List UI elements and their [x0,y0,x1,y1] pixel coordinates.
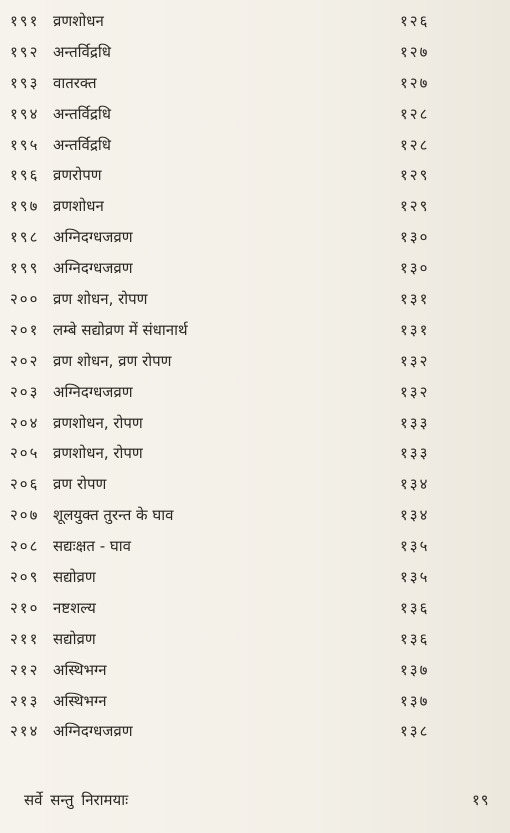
entry-page: १३६ [400,598,430,617]
entry-page: १३४ [400,506,430,525]
toc-entry [0,408,510,439]
entry-title: शूलयुक्त तुरन्त के घाव [53,506,174,525]
entry-page: १२९ [400,166,430,185]
toc-entry [0,438,510,469]
entry-page: १३२ [400,351,430,370]
entry-number: १९३ [10,73,40,92]
entry-page: १३२ [400,382,430,401]
entry-number: २१० [10,598,40,617]
toc-entry [0,377,510,408]
toc-entry [0,531,510,562]
toc-entry [0,99,510,130]
entry-title: वातरक्त [53,73,97,92]
entry-number: १९७ [10,197,40,216]
toc-entry [0,6,510,37]
toc-entry [0,284,510,315]
toc-entry [0,222,510,253]
entry-page: १३१ [400,320,430,339]
entry-title: व्रणशोधन, रोपण [53,413,143,432]
entry-page: १२९ [400,197,430,216]
entry-page: १२८ [400,104,430,123]
entry-number: १९६ [10,166,40,185]
entry-title: अग्निदग्धजव्रण [53,228,133,247]
toc-entry [0,37,510,68]
toc-entry [0,68,510,99]
entry-title: नष्टशल्य [53,598,96,617]
entry-number: २०४ [10,413,40,432]
entry-title: व्रणरोपण [53,166,102,185]
entry-number: १९५ [10,135,40,154]
toc-entry [0,593,510,624]
entry-title: व्रणशोधन [53,12,104,30]
entry-page: १३३ [400,413,430,432]
entry-page: १३७ [400,691,430,710]
entry-page: १३० [400,259,430,278]
entry-number: २०५ [10,444,40,463]
entry-number: १९२ [10,42,40,61]
entry-page: १३५ [400,568,430,587]
entry-title: अस्थिभग्न [53,691,107,710]
entry-number: २०० [10,290,40,309]
entry-number: १९८ [10,228,40,247]
entry-page: १२७ [400,42,430,61]
entry-number: २०१ [10,320,40,339]
page-number: १९ [472,791,490,809]
entry-number: १९९ [10,259,40,278]
toc-entry [0,130,510,161]
entry-title: अन्तर्विद्रधि [53,104,111,123]
entry-title: सद्योव्रण [53,568,96,587]
entry-title: अन्तर्विद्रधि [53,135,111,154]
entry-page: १२८ [400,135,430,154]
entry-number: २१२ [10,660,40,679]
entry-page: १३७ [400,660,430,679]
entry-title: अग्निदग्धजव्रण [53,259,133,278]
entry-title: अस्थिभग्न [53,660,107,679]
entry-number: २१४ [10,722,40,741]
entry-title: व्रण शोधन, रोपण [53,290,148,309]
entry-title: अग्निदग्धजव्रण [53,382,133,401]
entry-page: १३५ [400,537,430,556]
entry-page: १३८ [400,722,430,741]
entry-title: अग्निदग्धजव्रण [53,722,133,741]
entry-page: १३१ [400,290,430,309]
entry-title: लम्बे सद्योव्रण में संधानार्थ [53,320,188,339]
entry-title: व्रण शोधन, व्रण रोपण [53,351,172,370]
toc-entry [0,191,510,222]
entry-title: सद्योव्रण [53,629,96,648]
footer-text: सर्वे सन्तु निरामयाः [24,791,129,809]
table-of-contents [0,6,510,747]
toc-entry [0,315,510,346]
entry-page: १३३ [400,444,430,463]
toc-entry [0,253,510,284]
entry-number: २०२ [10,351,40,370]
toc-entry [0,469,510,500]
entry-number: १९१ [10,12,40,30]
entry-title: व्रणशोधन [53,197,104,216]
entry-title: व्रण रोपण [53,475,107,494]
entry-number: २१३ [10,691,40,710]
entry-number: २०६ [10,475,40,494]
toc-entry [0,500,510,531]
entry-number: २०९ [10,568,40,587]
toc-entry [0,346,510,377]
entry-title: व्रणशोधन, रोपण [53,444,143,463]
entry-page: १२७ [400,73,430,92]
entry-number: २०८ [10,537,40,556]
entry-page: १३४ [400,475,430,494]
entry-number: १९४ [10,104,40,123]
toc-entry [0,562,510,593]
entry-page: १२६ [400,12,430,30]
entry-page: १३० [400,228,430,247]
toc-entry [0,686,510,717]
toc-entry [0,716,510,747]
entry-title: अन्तर्विद्रधि [53,42,111,61]
entry-number: २११ [10,629,40,648]
entry-number: २०७ [10,506,40,525]
toc-entry [0,160,510,191]
entry-title: सद्यःक्षत - घाव [53,537,131,556]
toc-entry [0,655,510,686]
entry-number: २०३ [10,382,40,401]
entry-page: १३६ [400,629,430,648]
toc-entry [0,624,510,655]
